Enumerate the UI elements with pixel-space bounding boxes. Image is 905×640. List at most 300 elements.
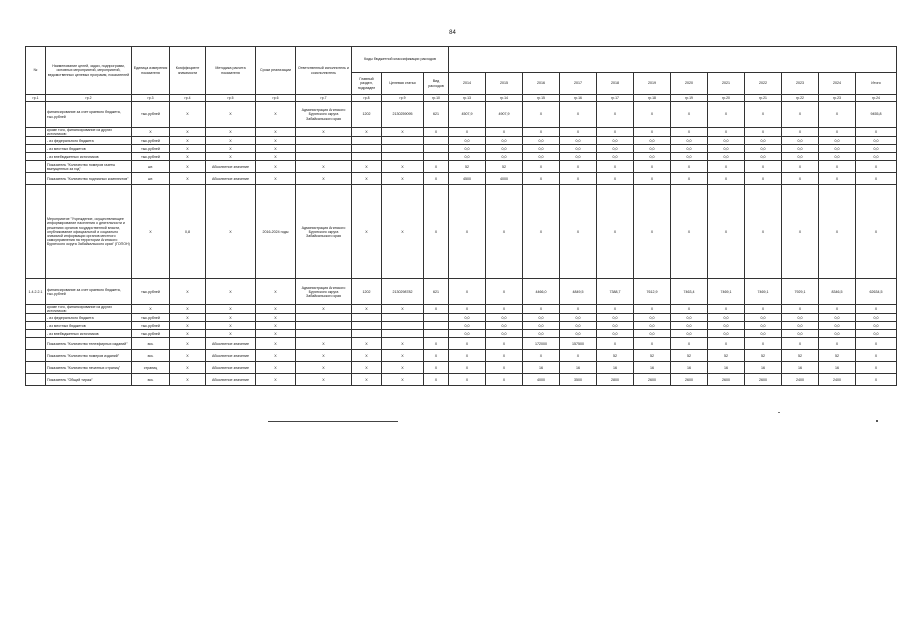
column-number: гр.8: [352, 95, 382, 102]
footer-rule: [268, 421, 398, 422]
table-cell: X: [560, 161, 597, 173]
table-cell: X: [486, 185, 523, 279]
table-cell: X: [819, 305, 856, 314]
table-cell: X: [170, 330, 206, 338]
table-cell: [352, 314, 382, 322]
table-cell: X: [170, 137, 206, 145]
table-cell: 4907,9: [486, 102, 523, 128]
table-cell: X: [449, 279, 486, 305]
table-cell: X: [206, 102, 256, 128]
table-cell: X: [449, 374, 486, 386]
table-cell: X: [206, 314, 256, 322]
table-cell: X: [352, 350, 382, 362]
row-code-cell: [26, 330, 46, 338]
table-cell: 7469,1: [708, 279, 745, 305]
table-cell: 0,0: [486, 314, 523, 322]
table-cell: X: [745, 173, 782, 185]
table-cell: X: [256, 137, 296, 145]
table-cell: 7469,1: [745, 279, 782, 305]
table-cell: экз.: [132, 374, 170, 386]
table-cell: X: [486, 338, 523, 350]
table-cell: X: [486, 305, 523, 314]
table-cell: 0,0: [671, 322, 708, 330]
column-number: гр.2: [46, 95, 132, 102]
table-cell: X: [170, 145, 206, 153]
table-cell: X: [256, 102, 296, 128]
table-cell: страниц: [132, 362, 170, 374]
table-cell: X: [745, 338, 782, 350]
row-name-cell: Показатель "Количество подписных комплектов": [46, 173, 132, 185]
column-number: гр.6: [256, 95, 296, 102]
table-cell: X: [708, 161, 745, 173]
table-cell: X: [382, 305, 424, 314]
table-cell: [296, 330, 352, 338]
table-cell: X: [782, 128, 819, 137]
table-cell: 0,0: [560, 314, 597, 322]
table-cell: 16: [708, 362, 745, 374]
table-cell: X: [597, 128, 634, 137]
table-cell: X: [424, 305, 449, 314]
column-number: гр.7: [296, 95, 352, 102]
col-name-header: Наименование целей, задач, подпрограмм, основных мероприятий, мероприятий, ведомственных целевых программ, показателей: [46, 47, 132, 95]
table-cell: X: [782, 173, 819, 185]
table-cell: 0,0: [708, 145, 745, 153]
table-cell: X: [634, 173, 671, 185]
table-cell: X: [671, 338, 708, 350]
table-cell: X: [671, 128, 708, 137]
table-cell: X: [170, 362, 206, 374]
table-cell: X: [449, 128, 486, 137]
total-header: Итого: [856, 73, 897, 95]
row-code-cell: 1.4.2.2.1: [26, 279, 46, 305]
row-code-cell: [26, 322, 46, 330]
table-cell: X: [424, 362, 449, 374]
table-cell: X: [671, 173, 708, 185]
table-cell: [424, 322, 449, 330]
row-code-cell: [26, 153, 46, 161]
table-cell: X: [856, 338, 897, 350]
table-cell: 52: [449, 161, 486, 173]
table-cell: 0,0: [449, 314, 486, 322]
table-cell: 0,0: [449, 153, 486, 161]
table-row: [26, 279, 897, 305]
table-cell: 0,0: [486, 322, 523, 330]
table-cell: 0,0: [486, 137, 523, 145]
row-name-cell: кроме того, финансирование из других источников:: [46, 305, 132, 314]
table-cell: X: [856, 161, 897, 173]
row-code-cell: [26, 185, 46, 279]
table-cell: X: [296, 161, 352, 173]
table-cell: 0,0: [560, 322, 597, 330]
column-number: гр.15: [523, 95, 560, 102]
table-cell: 0,0: [708, 314, 745, 322]
table-cell: 0,0: [671, 137, 708, 145]
table-cell: X: [745, 161, 782, 173]
table-cell: X: [382, 350, 424, 362]
row-code-cell: [26, 305, 46, 314]
table-cell: X: [634, 102, 671, 128]
table-cell: 0,0: [523, 145, 560, 153]
table-cell: [382, 137, 424, 145]
table-cell: 0,0: [486, 145, 523, 153]
table-cell: [352, 145, 382, 153]
table-cell: 16: [782, 362, 819, 374]
row-name-cell: Показатель "Количество печатных страниц": [46, 362, 132, 374]
table-cell: 2600: [634, 374, 671, 386]
table-cell: 0,0: [819, 153, 856, 161]
table-cell: X: [634, 161, 671, 173]
table-cell: 0,0: [782, 145, 819, 153]
table-cell: 4000: [523, 374, 560, 386]
table-cell: 0,0: [856, 153, 897, 161]
row-code-cell: [26, 338, 46, 350]
table-cell: X: [352, 338, 382, 350]
table-cell: X: [819, 185, 856, 279]
table-cell: X: [206, 128, 256, 137]
year-header: 2020: [671, 73, 708, 95]
table-cell: X: [708, 128, 745, 137]
table-cell: 0,0: [708, 322, 745, 330]
table-cell: X: [256, 374, 296, 386]
table-cell: 52: [634, 350, 671, 362]
row-name-cell: - из местных бюджетов: [46, 322, 132, 330]
table-cell: X: [170, 314, 206, 322]
table-cell: тыс.рублей: [132, 102, 170, 128]
table-cell: X: [352, 185, 382, 279]
scan-mark: [778, 412, 780, 413]
table-cell: X: [132, 305, 170, 314]
table-cell: X: [634, 185, 671, 279]
table-cell: 0,0: [782, 330, 819, 338]
row-name-cell: Показатель "Общий тираж": [46, 374, 132, 386]
row-name-cell: Мероприятие "Учреждение, осуществляющее информирование населения о деятельности и решениях органов государственной власти, опубликование официальной и социально значимой информации органов местного самоуправления на территории Агинского Бурятского округа Забайкальского края" (ГОПОН): [46, 185, 132, 279]
table-cell: Абсолютное значение: [206, 362, 256, 374]
table-cell: 0,0: [449, 137, 486, 145]
table-cell: X: [634, 338, 671, 350]
table-cell: 0,0: [819, 330, 856, 338]
table-cell: 2800: [597, 374, 634, 386]
table-cell: X: [856, 350, 897, 362]
year-header: 2023: [782, 73, 819, 95]
table-cell: 0,0: [708, 153, 745, 161]
table-cell: X: [708, 185, 745, 279]
table-cell: X: [819, 338, 856, 350]
table-cell: X: [560, 185, 597, 279]
row-code-cell: [26, 350, 46, 362]
table-cell: X: [560, 128, 597, 137]
table-cell: X: [256, 173, 296, 185]
table-row: [26, 137, 897, 145]
table-cell: X: [256, 305, 296, 314]
table-cell: 16: [597, 362, 634, 374]
table-cell: [296, 145, 352, 153]
col-resp-header: Ответственный исполнитель и соисполнитель: [296, 47, 352, 95]
table-cell: Администрация Агинского Бурятского округа Забайкальского края: [296, 185, 352, 279]
year-header: 2016: [523, 73, 560, 95]
table-cell: [382, 322, 424, 330]
table-cell: [382, 153, 424, 161]
table-cell: Администрация Агинского Бурятского округа Забайкальского края: [296, 102, 352, 128]
table-cell: [352, 330, 382, 338]
table-cell: X: [523, 173, 560, 185]
page-number: 84: [449, 30, 456, 36]
table-cell: 0,0: [597, 145, 634, 153]
table-cell: X: [424, 161, 449, 173]
table-cell: [382, 145, 424, 153]
table-cell: X: [296, 362, 352, 374]
row-code-cell: [26, 137, 46, 145]
table-cell: 0,0: [745, 145, 782, 153]
table-cell: X: [745, 102, 782, 128]
table-row: [26, 350, 897, 362]
table-cell: 0,0: [634, 330, 671, 338]
table-cell: [352, 153, 382, 161]
table-cell: [424, 314, 449, 322]
table-cell: X: [170, 374, 206, 386]
table-cell: 0,8: [170, 185, 206, 279]
table-cell: X: [256, 145, 296, 153]
table-row: [26, 322, 897, 330]
table-cell: 0,0: [560, 153, 597, 161]
table-cell: X: [486, 362, 523, 374]
table-cell: 157500: [560, 338, 597, 350]
table-cell: 4507,9: [449, 102, 486, 128]
table-cell: X: [819, 128, 856, 137]
table-cell: 4849,5: [560, 279, 597, 305]
table-cell: X: [449, 350, 486, 362]
table-cell: 4000: [486, 173, 523, 185]
table-cell: 0,0: [634, 322, 671, 330]
table-cell: 0,0: [634, 314, 671, 322]
row-code-cell: [26, 128, 46, 137]
table-cell: X: [708, 305, 745, 314]
table-row: [26, 305, 897, 314]
column-number: гр.9: [382, 95, 424, 102]
table-cell: X: [296, 374, 352, 386]
table-cell: 2130298782: [382, 279, 424, 305]
column-number: гр.13: [449, 95, 486, 102]
table-row: [26, 185, 897, 279]
col-term-header: Сроки реализации: [256, 47, 296, 95]
table-cell: 0,0: [856, 145, 897, 153]
table-cell: X: [782, 305, 819, 314]
table-cell: X: [560, 305, 597, 314]
table-cell: X: [256, 314, 296, 322]
year-header: 2021: [708, 73, 745, 95]
column-number: гр.23: [819, 95, 856, 102]
row-name-cell: - из федерального бюджета: [46, 137, 132, 145]
table-cell: 0,0: [782, 153, 819, 161]
table-cell: 0,0: [560, 145, 597, 153]
table-cell: тыс.рублей: [132, 314, 170, 322]
table-row: [26, 362, 897, 374]
table-cell: X: [170, 338, 206, 350]
table-cell: X: [382, 338, 424, 350]
table-cell: 2400: [782, 374, 819, 386]
table-row: [26, 128, 897, 137]
table-cell: X: [170, 128, 206, 137]
column-number: гр.16: [560, 95, 597, 102]
table-cell: 0,0: [856, 322, 897, 330]
row-name-cell: - из местных бюджетов: [46, 145, 132, 153]
table-cell: 0,0: [523, 137, 560, 145]
table-cell: [296, 322, 352, 330]
row-code-cell: [26, 173, 46, 185]
table-cell: X: [782, 185, 819, 279]
col-unit-header: Единица измерения показателя: [132, 47, 170, 95]
table-cell: X: [819, 173, 856, 185]
table-cell: 0,0: [856, 314, 897, 322]
table-cell: X: [424, 128, 449, 137]
table-cell: X: [382, 362, 424, 374]
table-row: [26, 173, 897, 185]
table-cell: X: [856, 128, 897, 137]
table-cell: 0,0: [449, 145, 486, 153]
table-cell: X: [560, 102, 597, 128]
table-cell: X: [708, 102, 745, 128]
table-cell: 0,0: [745, 137, 782, 145]
table-cell: 52: [486, 161, 523, 173]
table-cell: экз.: [132, 350, 170, 362]
table-row: [26, 314, 897, 322]
table-cell: Абсолютное значение: [206, 161, 256, 173]
column-number: гр.17: [597, 95, 634, 102]
row-name-cell: финансирование за счет краевого бюджета, тыс.рублей: [46, 279, 132, 305]
table-cell: 1202: [352, 279, 382, 305]
table-cell: X: [256, 128, 296, 137]
table-cell: 7463,4: [671, 279, 708, 305]
table-cell: X: [256, 322, 296, 330]
table-cell: X: [856, 374, 897, 386]
table-cell: 4500: [449, 173, 486, 185]
row-code-cell: [26, 161, 46, 173]
table-cell: 0,0: [523, 330, 560, 338]
table-cell: 2600: [708, 374, 745, 386]
table-cell: X: [256, 350, 296, 362]
year-header: 2022: [745, 73, 782, 95]
table-cell: 0,0: [449, 330, 486, 338]
table-cell: X: [256, 279, 296, 305]
table-cell: X: [206, 279, 256, 305]
table-cell: 52: [745, 350, 782, 362]
table-cell: 7388,7: [597, 279, 634, 305]
table-cell: Администрация Агинского Бурятского округа Забайкальского края: [296, 279, 352, 305]
table-cell: X: [256, 153, 296, 161]
table-row: [26, 145, 897, 153]
table-cell: Абсолютное значение: [206, 338, 256, 350]
row-name-cell: финансирование за счет краевого бюджета, тыс.рублей: [46, 102, 132, 128]
table-cell: X: [170, 161, 206, 173]
table-cell: X: [671, 102, 708, 128]
table-cell: X: [170, 153, 206, 161]
table-cell: X: [206, 305, 256, 314]
year-header: 2015: [486, 73, 523, 95]
table-cell: X: [256, 362, 296, 374]
table-cell: 52: [782, 350, 819, 362]
table-cell: 0,0: [671, 330, 708, 338]
table-cell: X: [782, 102, 819, 128]
table-cell: 0,0: [671, 314, 708, 322]
table-cell: 0,0: [634, 153, 671, 161]
table-cell: тыс.рублей: [132, 322, 170, 330]
table-cell: 7929,1: [782, 279, 819, 305]
table-cell: X: [170, 350, 206, 362]
table-cell: X: [856, 362, 897, 374]
table-cell: X: [296, 173, 352, 185]
table-cell: X: [256, 161, 296, 173]
table-row: [26, 153, 897, 161]
table-cell: X: [486, 374, 523, 386]
table-cell: 0,0: [708, 330, 745, 338]
table-cell: X: [170, 102, 206, 128]
table-cell: 52: [597, 350, 634, 362]
table-cell: X: [424, 338, 449, 350]
table-cell: [382, 330, 424, 338]
table-cell: 52: [819, 350, 856, 362]
table-cell: 0,0: [597, 137, 634, 145]
table-cell: [296, 137, 352, 145]
table-cell: 52: [708, 350, 745, 362]
table-row: [26, 374, 897, 386]
table-cell: 0,0: [856, 137, 897, 145]
table-cell: 16: [560, 362, 597, 374]
table-cell: 621: [424, 279, 449, 305]
table-cell: X: [523, 350, 560, 362]
table-cell: X: [382, 128, 424, 137]
table-cell: 0,0: [745, 314, 782, 322]
table-cell: X: [856, 305, 897, 314]
row-name-cell: Показатель "Количество номеров изданий": [46, 350, 132, 362]
table-cell: 0,0: [819, 145, 856, 153]
table-cell: [424, 153, 449, 161]
table-row: [26, 338, 897, 350]
table-cell: X: [256, 330, 296, 338]
table-cell: X: [634, 128, 671, 137]
table-cell: X: [597, 173, 634, 185]
table-cell: 0,0: [856, 330, 897, 338]
table-cell: [424, 137, 449, 145]
table-cell: 2016-2024 годы: [256, 185, 296, 279]
table-cell: 0,0: [782, 314, 819, 322]
table-cell: X: [296, 338, 352, 350]
table-cell: [296, 314, 352, 322]
column-number: гр.21: [745, 95, 782, 102]
table-cell: X: [782, 161, 819, 173]
table-cell: 0,0: [745, 153, 782, 161]
table-cell: X: [256, 338, 296, 350]
table-cell: X: [708, 338, 745, 350]
table-cell: тыс.рублей: [132, 137, 170, 145]
table-cell: X: [424, 350, 449, 362]
table-cell: X: [382, 185, 424, 279]
table-cell: X: [745, 185, 782, 279]
table-cell: 0,0: [523, 314, 560, 322]
table-cell: X: [782, 338, 819, 350]
table-cell: 4466,0: [523, 279, 560, 305]
table-cell: [382, 314, 424, 322]
table-cell: X: [352, 362, 382, 374]
table-cell: X: [352, 173, 382, 185]
table-cell: X: [819, 161, 856, 173]
table-cell: X: [382, 374, 424, 386]
table-cell: 0,0: [819, 322, 856, 330]
table-cell: 0,0: [671, 153, 708, 161]
column-number: гр.18: [634, 95, 671, 102]
table-cell: 172000: [523, 338, 560, 350]
column-number: гр.3: [132, 95, 170, 102]
table-cell: тыс.рублей: [132, 279, 170, 305]
table-cell: [424, 330, 449, 338]
